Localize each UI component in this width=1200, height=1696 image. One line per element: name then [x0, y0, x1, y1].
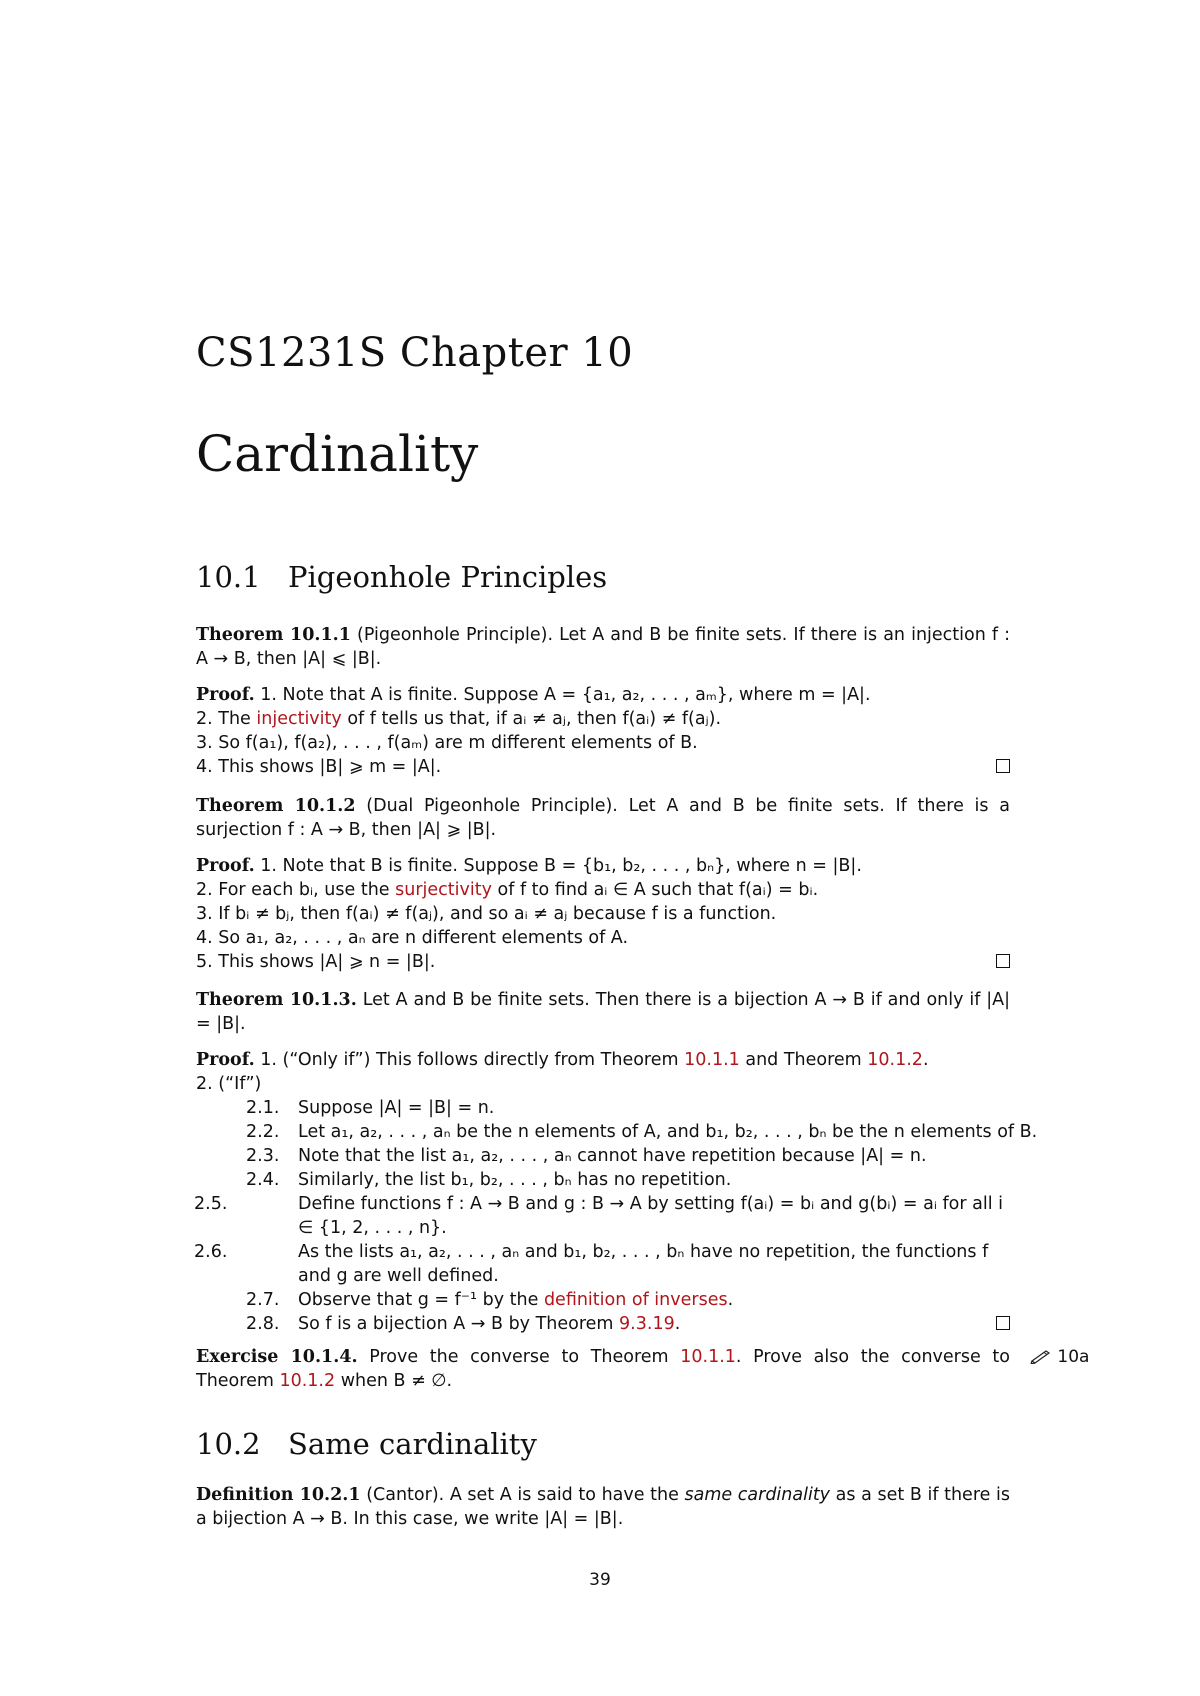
- proof-label: Proof.: [196, 685, 255, 705]
- proof-step: 4. This shows |B| ⩾ m = |A|.: [196, 757, 442, 777]
- proof-step: 2. The: [196, 709, 257, 729]
- substep-text: .: [727, 1290, 734, 1310]
- section-heading-10-1: [196, 560, 1010, 594]
- proof-step: 1. Note that B is finite. Suppose B = {b₁, b₂, . . . , bₙ}, where n = |B|.: [254, 856, 862, 876]
- proof-10-1-3: [194, 1048, 1038, 1336]
- definition-10-2-1: [196, 1483, 1010, 1531]
- proof-step: 4. So a₁, a₂, . . . , aₙ are n different elements of A.: [196, 928, 629, 948]
- page-number: 39: [589, 1570, 611, 1590]
- theorem-ref-link[interactable]: 10.1.2: [867, 1050, 923, 1070]
- proof-step: 5. This shows |A| ⩾ n = |B|.: [196, 952, 436, 972]
- proof-step: of f tells us that, if aᵢ ≠ aⱼ, then f(aᵢ) ≠ f(aⱼ).: [341, 709, 722, 729]
- substep-number: 2.7.: [246, 1290, 280, 1310]
- exercise-text: . Prove also the converse to Theorem: [196, 1347, 1010, 1391]
- substep-number: 2.8.: [246, 1314, 280, 1334]
- injectivity-link[interactable]: injectivity: [256, 709, 342, 729]
- substep-text: Observe that g = f⁻¹ by the: [298, 1290, 544, 1310]
- theorem-label: Theorem 10.1.1: [196, 625, 351, 645]
- theorem-10-1-1: [196, 623, 1010, 671]
- margin-note: [1030, 1347, 1089, 1367]
- theorem-text: (Pigeonhole Principle). Let A and B be finite sets. If there is an injection f : A → B, then |A| ⩽ |B|.: [196, 625, 1010, 669]
- section-heading-10-2: [196, 1427, 1010, 1461]
- substep-text: .: [674, 1314, 681, 1334]
- exercise-text: when B ≠ ∅.: [335, 1371, 453, 1391]
- substep-text: Define functions f : A → B and g : B → A by setting f(aᵢ) = bᵢ and g(bᵢ) = aᵢ for all i ∈ {1, 2, . . . , n}.: [298, 1194, 1004, 1238]
- theorem-label: Theorem 10.1.3.: [196, 990, 357, 1010]
- theorem-10-1-3: [196, 988, 1010, 1036]
- substep-number: 2.1.: [246, 1098, 280, 1118]
- definition-text: as a set B if there is a bijection A → B. In this case, we write |A| = |B|.: [196, 1485, 1010, 1529]
- substep-text: Note that the list a₁, a₂, . . . , aₙ cannot have repetition because |A| = n.: [298, 1146, 927, 1166]
- proof-step: 1. Note that A is finite. Suppose A = {a₁, a₂, . . . , aₘ}, where m = |A|.: [254, 685, 871, 705]
- proof-step: 1. (“Only if”) This follows directly from Theorem: [254, 1050, 685, 1070]
- proof-step: and Theorem: [739, 1050, 868, 1070]
- exercise-10-1-4: [196, 1345, 1010, 1393]
- margin-note-text: 10a: [1057, 1347, 1090, 1367]
- exercise-label: Exercise 10.1.4.: [196, 1347, 358, 1367]
- pencil-icon: [1030, 1348, 1052, 1364]
- proof-label: Proof.: [196, 856, 255, 876]
- theorem-text: Let A and B be finite sets. Then there is a bijection A → B if and only if |A| = |B|.: [196, 990, 1011, 1034]
- definition-label: Definition 10.2.1: [196, 1485, 361, 1505]
- theorem-ref-link[interactable]: 9.3.19: [619, 1314, 675, 1334]
- substep-text: Similarly, the list b₁, b₂, . . . , bₙ has no repetition.: [298, 1170, 732, 1190]
- section-number: 10.2: [196, 1427, 261, 1461]
- theorem-10-1-2: [196, 794, 1010, 842]
- substep-number: 2.6.: [194, 1242, 228, 1262]
- proof-step: 3. So f(a₁), f(a₂), . . . , f(aₘ) are m different elements of B.: [196, 733, 698, 753]
- proof-10-1-2: [196, 854, 1010, 974]
- substep-text: Let a₁, a₂, . . . , aₙ be the n elements of A, and b₁, b₂, . . . , bₙ be the n elements of B.: [298, 1122, 1038, 1142]
- substep-number: 2.5.: [194, 1194, 228, 1214]
- surjectivity-link[interactable]: surjectivity: [395, 880, 492, 900]
- chapter-title: Cardinality: [196, 425, 479, 483]
- exercise-text: Prove the converse to Theorem: [357, 1347, 681, 1367]
- substep-number: 2.4.: [246, 1170, 280, 1190]
- section-number: 10.1: [196, 560, 261, 594]
- proof-step: 2. (“If”): [196, 1074, 262, 1094]
- theorem-text: (Dual Pigeonhole Principle). Let A and B be finite sets. If there is a surjection f : A → B, then |A| ⩾ |B|.: [196, 796, 1010, 840]
- proof-10-1-1: [196, 683, 1010, 779]
- qed-square-icon: [996, 954, 1010, 968]
- theorem-ref-link[interactable]: 10.1.1: [684, 1050, 740, 1070]
- proof-step: 3. If bᵢ ≠ bⱼ, then f(aᵢ) ≠ f(aⱼ), and so aᵢ ≠ aⱼ because f is a function.: [196, 904, 777, 924]
- substep-number: 2.2.: [246, 1122, 280, 1142]
- substep-text: So f is a bijection A → B by Theorem: [298, 1314, 620, 1334]
- proof-step: .: [922, 1050, 929, 1070]
- chapter-heading: CS1231S Chapter 10: [196, 330, 634, 376]
- qed-square-icon: [996, 1316, 1010, 1330]
- theorem-ref-link[interactable]: 10.1.1: [680, 1347, 736, 1367]
- theorem-label: Theorem 10.1.2: [196, 796, 356, 816]
- emphasized-term: same cardinality: [684, 1485, 831, 1505]
- substep-text: As the lists a₁, a₂, . . . , aₙ and b₁, b₂, . . . , bₙ have no repetition, the functions f and g are well defined.: [298, 1242, 989, 1286]
- qed-square-icon: [996, 759, 1010, 773]
- proof-label: Proof.: [196, 1050, 255, 1070]
- definition-of-inverses-link[interactable]: definition of inverses: [543, 1290, 728, 1310]
- section-title: Pigeonhole Principles: [288, 560, 608, 594]
- section-title: Same cardinality: [288, 1427, 537, 1461]
- proof-step: 2. For each bᵢ, use the: [196, 880, 396, 900]
- substep-text: Suppose |A| = |B| = n.: [298, 1098, 495, 1118]
- definition-text: (Cantor). A set A is said to have the: [360, 1485, 685, 1505]
- substep-number: 2.3.: [246, 1146, 280, 1166]
- theorem-ref-link[interactable]: 10.1.2: [279, 1371, 336, 1391]
- proof-step: of f to find aᵢ ∈ A such that f(aᵢ) = bᵢ.: [491, 880, 819, 900]
